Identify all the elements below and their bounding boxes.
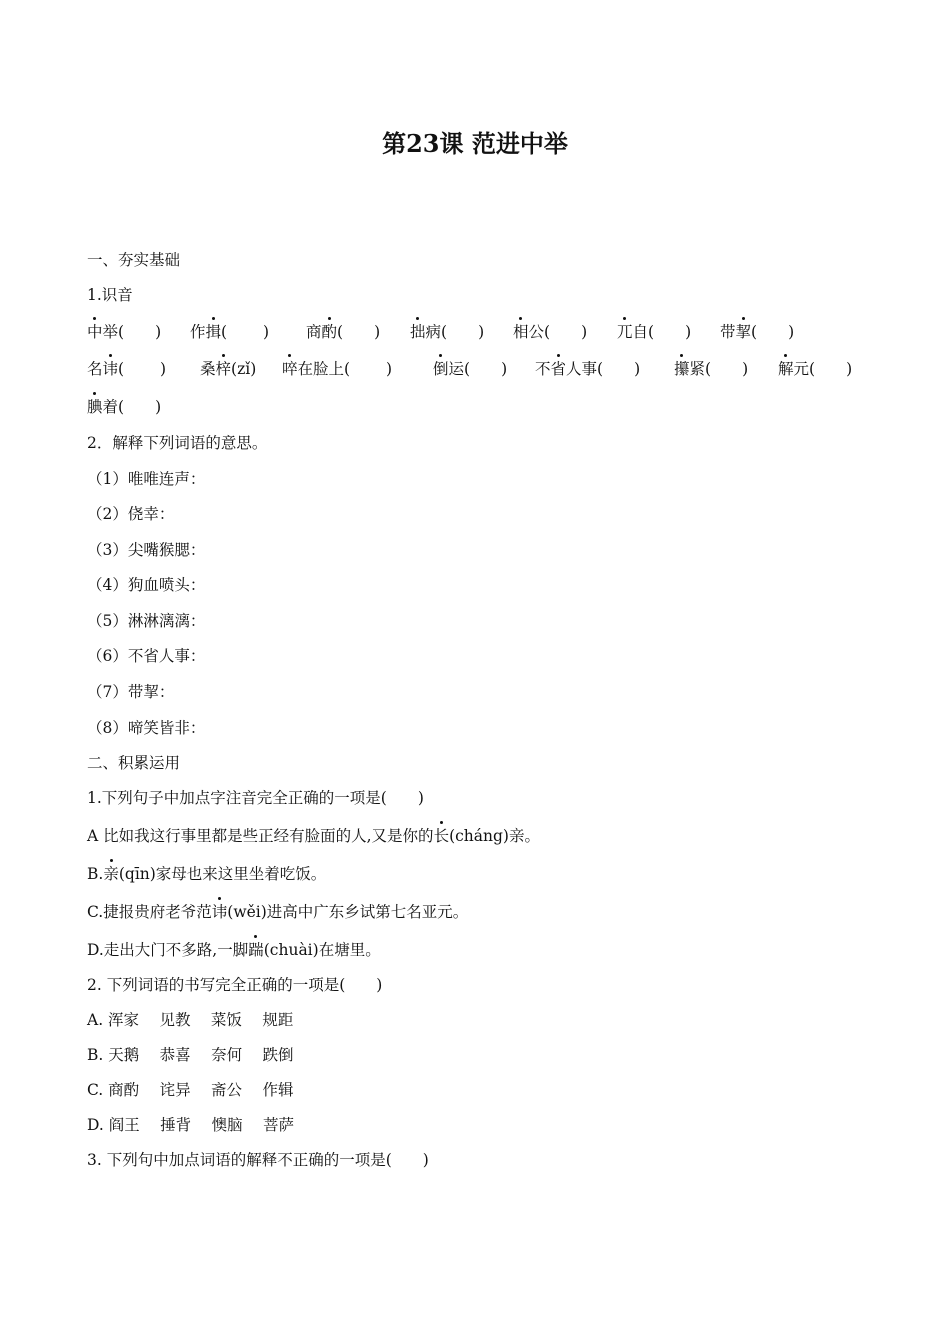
item-pre: 商 <box>306 323 322 341</box>
dotted-char: 挈 <box>735 323 752 341</box>
pinyin-item <box>513 322 617 342</box>
pinyin-row-2 <box>87 359 867 379</box>
s2-q2-option-b: B. 天鹅 恭喜 奈何 跌倒 <box>87 1046 294 1064</box>
pinyin-item <box>433 359 535 379</box>
q2-item-5: （5）淋淋漓漓： <box>87 612 206 630</box>
option-text: B. <box>87 865 104 883</box>
dotted-char: 梓 <box>215 360 232 378</box>
option-text: (cháng)亲。 <box>449 827 540 845</box>
q2-item-4: （4）狗血喷头： <box>87 576 206 594</box>
option-text: C.捷报贵府老爷范 <box>87 903 212 921</box>
q2-item-8: （8）啼笑皆非： <box>87 719 206 737</box>
item-rest: 运( ) <box>448 360 508 378</box>
pinyin-item <box>778 359 852 379</box>
dotted-char: 讳 <box>211 903 228 921</box>
item-pre: 带 <box>720 323 736 341</box>
dotted-char: 亲 <box>103 865 119 883</box>
pinyin-row-1 <box>87 322 867 342</box>
q2-item-3: （3）尖嘴猴腮： <box>87 541 206 559</box>
section-1-heading: 一、夯实基础 <box>87 251 181 269</box>
item-rest: ( ) <box>751 323 795 341</box>
item-rest: 公( ) <box>528 323 588 341</box>
dotted-char: 倒 <box>433 360 449 378</box>
dotted-char: 拙 <box>410 323 426 341</box>
pinyin-item <box>720 322 794 342</box>
section-2-heading: 二、积累运用 <box>87 754 181 772</box>
pinyin-item <box>410 322 513 342</box>
item-rest: 自( ) <box>632 323 692 341</box>
dotted-char: 长 <box>433 827 450 845</box>
item-rest: ( ) <box>337 323 381 341</box>
s2-q3-label: 3. 下列句中加点词语的解释不正确的一项是( ) <box>87 1151 429 1169</box>
s2-q1-option-c <box>87 902 468 922</box>
q2-item-6: （6）不省人事： <box>87 647 206 665</box>
dotted-char: 省 <box>550 360 567 378</box>
item-rest: 病( ) <box>425 323 485 341</box>
s2-q2-option-d: D. 阎王 捶背 懊脑 菩萨 <box>87 1116 295 1134</box>
pinyin-item <box>200 359 282 379</box>
dotted-char: 酌 <box>321 323 338 341</box>
q2-item-7: （7）带挈： <box>87 683 175 701</box>
item-rest: 紧( ) <box>689 360 749 378</box>
option-text: (wěi)进高中广东乡试第七名亚元。 <box>227 903 469 921</box>
dotted-char: 相 <box>513 323 529 341</box>
s2-q2-label: 2. 下列词语的书写完全正确的一项是( ) <box>87 976 383 994</box>
s2-q2-option-c: C. 商酌 诧异 斋公 作辑 <box>87 1081 294 1099</box>
q2-label: 2．解释下列词语的意思。 <box>87 434 268 452</box>
dotted-char: 中 <box>87 323 103 341</box>
item-pre: 不 <box>535 360 551 378</box>
option-text: (chuài)在塘里。 <box>263 941 381 959</box>
s2-q1-option-d <box>87 940 381 960</box>
item-rest: 人事( ) <box>566 360 641 378</box>
q2-item-2: （2）侥幸： <box>87 505 175 523</box>
dotted-char: 踹 <box>248 941 264 959</box>
option-text: (qīn)家母也来这里坐着吃饭。 <box>118 865 327 883</box>
item-rest: (zǐ) <box>231 360 257 378</box>
option-text: D.走出大门不多路,一脚 <box>87 941 249 959</box>
item-rest: ( ) <box>221 323 270 341</box>
dotted-char: 腆 <box>87 398 103 416</box>
item-rest: 着( ) <box>102 398 162 416</box>
pinyin-item <box>87 322 190 342</box>
q2-item-1: （1）唯唯连声： <box>87 470 206 488</box>
s2-q1-option-a <box>87 826 540 846</box>
pinyin-item <box>306 322 410 342</box>
dotted-char: 攥 <box>674 360 690 378</box>
item-rest: 元( ) <box>793 360 853 378</box>
option-text: A 比如我这行事里都是些正经有脸面的人,又是你的 <box>87 827 434 845</box>
item-pre: 名 <box>87 360 103 378</box>
page-title: 第23课 范进中举 <box>382 129 568 158</box>
pinyin-row-3 <box>87 397 867 417</box>
q1-label: 1.识音 <box>87 286 133 304</box>
item-rest: ( ) <box>118 360 167 378</box>
s2-q1-option-b <box>87 864 326 884</box>
dotted-char: 揖 <box>205 323 222 341</box>
pinyin-item <box>674 359 778 379</box>
pinyin-item <box>87 359 200 379</box>
item-rest: 在脸上( ) <box>297 360 393 378</box>
pinyin-item <box>617 322 720 342</box>
item-pre: 作 <box>190 323 206 341</box>
dotted-char: 兀 <box>617 323 633 341</box>
pinyin-item <box>87 397 161 417</box>
dotted-char: 啐 <box>282 360 298 378</box>
pinyin-item <box>282 359 433 379</box>
item-pre: 桑 <box>200 360 216 378</box>
pinyin-item <box>535 359 674 379</box>
dotted-char: 讳 <box>102 360 119 378</box>
item-rest: 举( ) <box>102 323 162 341</box>
pinyin-item <box>190 322 306 342</box>
s2-q1-label: 1.下列句子中加点字注音完全正确的一项是( ) <box>87 789 424 807</box>
s2-q2-option-a: A. 浑家 见教 菜饭 规距 <box>87 1011 294 1029</box>
dotted-char: 解 <box>778 360 794 378</box>
